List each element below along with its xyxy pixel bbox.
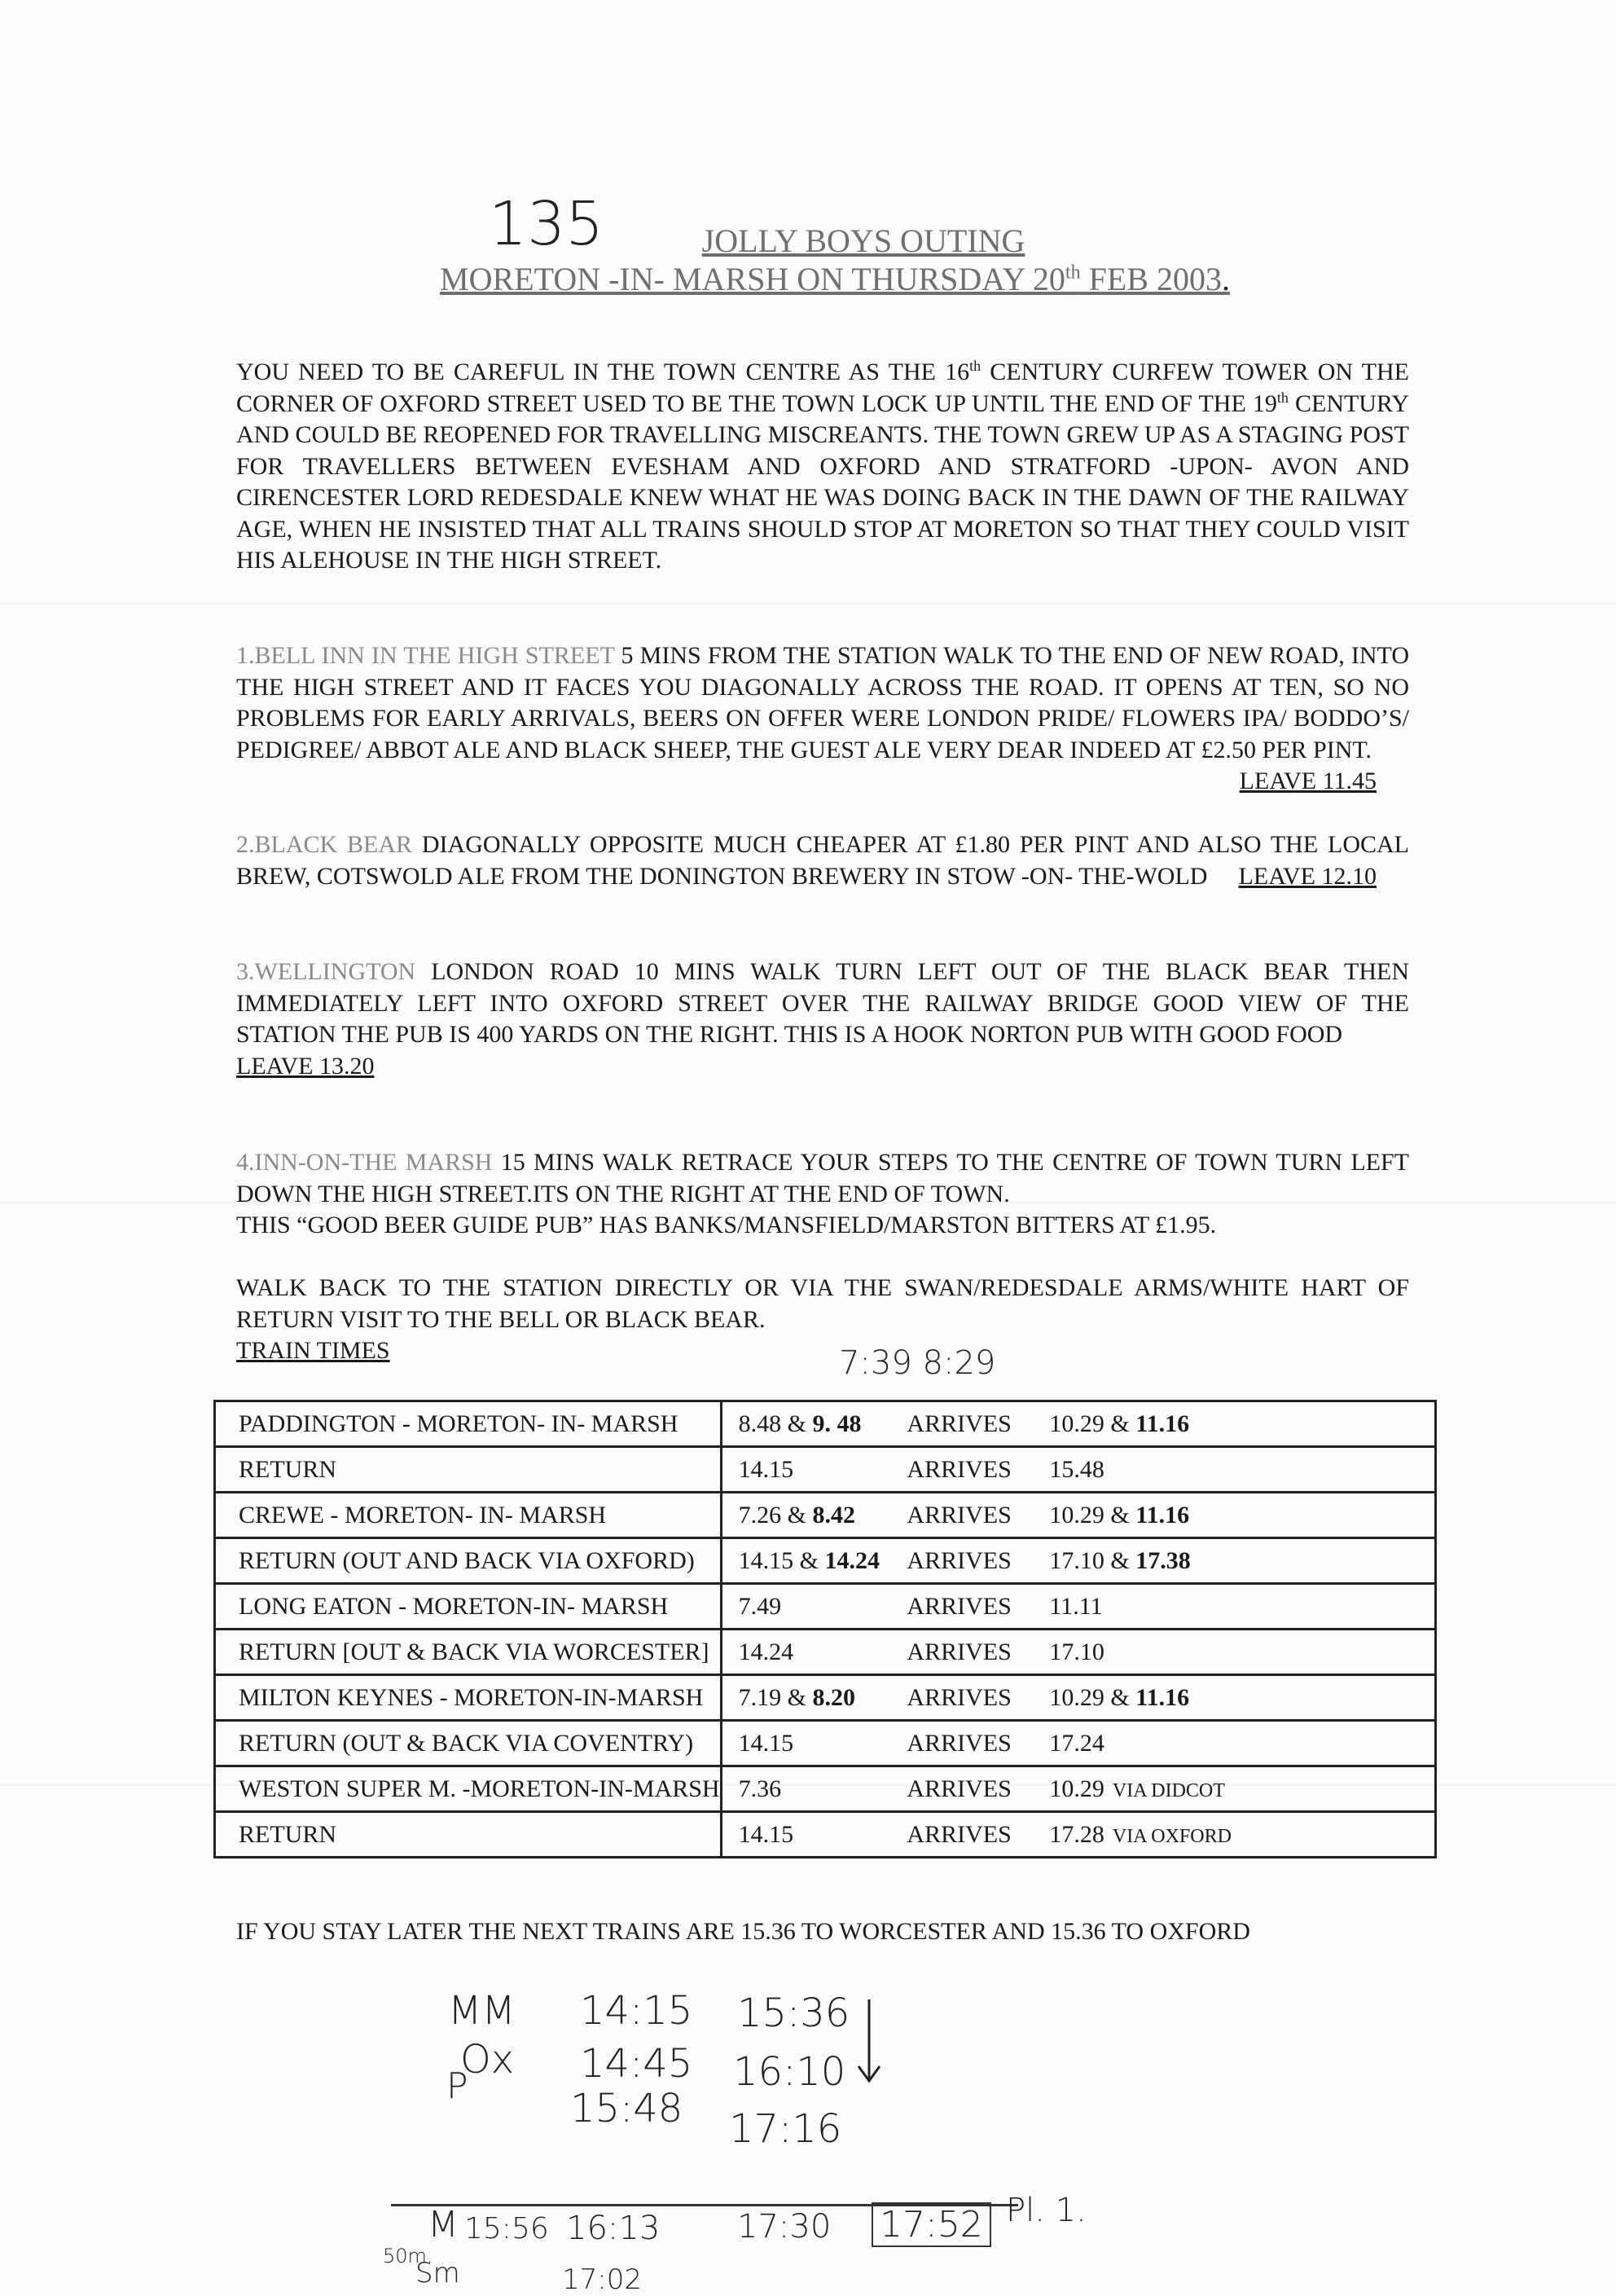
note-mm: MM [448,1988,516,2034]
train-depart: 7.36 [721,1766,907,1812]
train-arrive: ARRIVES 15.48 [907,1447,1435,1493]
later-trains-note: IF YOU STAY LATER THE NEXT TRAINS ARE 15.36 TO WORCESTER AND 15.36 TO OXFORD [236,1918,1250,1945]
note-ox-t1: 14:45 [580,2041,693,2087]
train-row [215,1493,1436,1538]
page-title [358,222,1368,298]
pub-4-paragraph: 4.INN-ON-THE MARSH 15 MINS WALK RETRACE YOUR STEPS TO THE CENTRE OF TOWN TURN LEFT DOWN THE HIGH STREET.ITS ON THE RIGHT AT THE END OF TOWN. THIS “GOOD BEER GUIDE PUB” HAS BANKS/MANSFIELD/MARSTON BITTERS AT £1.95. [236,1149,1409,1238]
train-route: CREWE - MORETON- IN- MARSH [215,1493,722,1538]
note-p-t2: 17:16 [729,2106,842,2152]
note-p: P [446,2065,468,2107]
note-m-t4: 17:52 [872,2204,991,2245]
train-arrive: ARRIVES 10.29 & 11.16 [907,1401,1435,1447]
train-row [215,1447,1436,1493]
pub-3-name: 3.WELLINGTON [236,958,416,985]
pub-2-leave: LEAVE 12.10 [1238,862,1377,890]
note-sm: Sm [415,2257,460,2289]
handwritten-times-top: 7:39 8:29 [839,1344,996,1382]
train-row [215,1675,1436,1721]
train-route: LONG EATON - MORETON-IN- MARSH [215,1584,722,1630]
pub-1-name: 1.BELL INN IN THE HIGH STREET [236,642,615,669]
title-line-1: JOLLY BOYS OUTING [701,222,1025,259]
walk-back-paragraph: WALK BACK TO THE STATION DIRECTLY OR VIA THE SWAN/REDESDALE ARMS/WHITE HART OF RETURN VISIT TO THE BELL OR BLACK BEAR. TRAIN TIMES [236,1274,1409,1364]
train-arrive: ARRIVES 17.10 & 17.38 [907,1538,1435,1584]
pub-3-paragraph: 3.WELLINGTON LONDON ROAD 10 MINS WALK TURN LEFT OUT OF THE BLACK BEAR THEN IMMEDIATELY LEFT INTO OXFORD STREET OVER THE RAILWAY BRIDGE GOOD VIEW OF THE STATION THE PUB IS 400 YARDS ON THE RIGHT. THIS IS A HOOK NORTON PUB WITH GOOD FOOD LEAVE 13.20 [236,958,1409,1080]
train-depart: 8.48 & 9. 48 [721,1401,907,1447]
note-ox: Ox [460,2037,515,2083]
note-p-t1: 15:48 [570,2086,683,2131]
train-row [215,1812,1436,1858]
train-route: MILTON KEYNES - MORETON-IN-MARSH [215,1675,722,1721]
pub-2-paragraph: 2.BLACK BEAR DIAGONALLY OPPOSITE MUCH CHEAPER AT £1.80 PER PINT AND ALSO THE LOCAL BREW, COTSWOLD ALE FROM THE DONINGTON BREWERY IN STOW -ON- THE-WOLD LEAVE 12.10 [236,829,1409,892]
train-arrive: ARRIVES 10.29 & 11.16 [907,1675,1435,1721]
note-sm-t: 17:02 [562,2263,642,2296]
pub-4-name: 4.INN-ON-THE MARSH [236,1149,493,1176]
train-times-heading: TRAIN TIMES [236,1337,390,1364]
train-depart: 14.15 & 14.24 [721,1538,907,1584]
intro-paragraph: YOU NEED TO BE CAREFUL IN THE TOWN CENTRE AS THE 16th CENTURY CURFEW TOWER ON THE CORNER OF OXFORD STREET USED TO BE THE TOWN LOCK UP UNTIL THE END OF THE 19th CENTURY AND COULD BE REOPENED FOR TRAVELLING MISCREANTS. THE TOWN GREW UP AS A STAGING POST FOR TRAVELLERS BETWEEN EVESHAM AND OXFORD AND STRATFORD -UPON- AVON AND CIRENCESTER LORD REDESDALE KNEW WHAT HE WAS DOING BACK IN THE DAWN OF THE RAILWAY AGE, WHEN HE INSISTED THAT ALL TRAINS SHOULD STOP AT MORETON SO THAT THEY COULD VISIT HIS ALEHOUSE IN THE HIGH STREET. [236,358,1409,574]
train-route: RETURN [215,1447,722,1493]
train-arrive: ARRIVES 17.28 VIA OXFORD [907,1812,1435,1858]
pub-2-name: 2.BLACK BEAR [236,831,413,858]
note-minutes: 50m. [383,2245,433,2267]
handwritten-arrow-icon [847,1996,888,2094]
train-row [215,1538,1436,1584]
note-ox-t2: 16:10 [733,2049,846,2095]
train-arrive: ARRIVES 17.10 [907,1630,1435,1675]
train-row [215,1721,1436,1766]
note-platform: Pl. 1. [1006,2192,1087,2229]
paper-fold [0,603,1616,605]
handwritten-number: 135 [489,189,604,259]
train-route: PADDINGTON - MORETON- IN- MARSH [215,1401,722,1447]
train-depart: 14.15 [721,1447,907,1493]
pub-1-paragraph: 1.BELL INN IN THE HIGH STREET 5 MINS FROM THE STATION WALK TO THE END OF NEW ROAD, INTO THE HIGH STREET AND IT FACES YOU DIAGONALLY ACROSS THE ROAD. IT OPENS AT TEN, SO NO PROBLEMS FOR EARLY ARRIVALS, BEERS ON OFFER WERE LONDON PRIDE/ FLOWERS IPA/ BODDO’S/ PEDIGREE/ ABBOT ALE AND BLACK SHEEP, THE GUEST ALE VERY DEAR INDEED AT £2.50 PER PINT. LEAVE 11.45 [236,640,1409,798]
train-arrive: ARRIVES 11.11 [907,1584,1435,1630]
train-row [215,1630,1436,1675]
train-depart: 7.19 & 8.20 [721,1675,907,1721]
train-route: WESTON SUPER M. -MORETON-IN-MARSH [215,1766,722,1812]
train-route: RETURN [OUT & BACK VIA WORCESTER] [215,1630,722,1675]
pub-3-leave: LEAVE 13.20 [236,1052,375,1080]
train-depart: 14.15 [721,1812,907,1858]
pub-1-leave: LEAVE 11.45 [1239,768,1377,794]
train-depart: 7.26 & 8.42 [721,1493,907,1538]
train-row [215,1584,1436,1630]
train-depart: 7.49 [721,1584,907,1630]
train-times-table [213,1400,1437,1858]
train-route: RETURN (OUT AND BACK VIA OXFORD) [215,1538,722,1584]
note-m-t2: 16:13 [566,2210,661,2247]
note-mm-t1: 14:15 [580,1988,693,2034]
train-arrive: ARRIVES 17.24 [907,1721,1435,1766]
train-row [215,1766,1436,1812]
train-arrive: ARRIVES 10.29 & 11.16 [907,1493,1435,1538]
train-depart: 14.15 [721,1721,907,1766]
train-depart: 14.24 [721,1630,907,1675]
train-arrive: ARRIVES 10.29 VIA DIDCOT [907,1766,1435,1812]
note-m: M [428,2204,459,2245]
note-m-t1: 15:56 [464,2212,549,2245]
train-row [215,1401,1436,1447]
train-route: RETURN (OUT & BACK VIA COVENTRY) [215,1721,722,1766]
note-mm-t2: 15:36 [737,1990,850,2036]
train-route: RETURN [215,1812,722,1858]
title-line-2: MORETON -IN- MARSH ON THURSDAY 20th FEB 2003. [440,261,1230,297]
note-m-t3: 17:30 [737,2208,832,2245]
